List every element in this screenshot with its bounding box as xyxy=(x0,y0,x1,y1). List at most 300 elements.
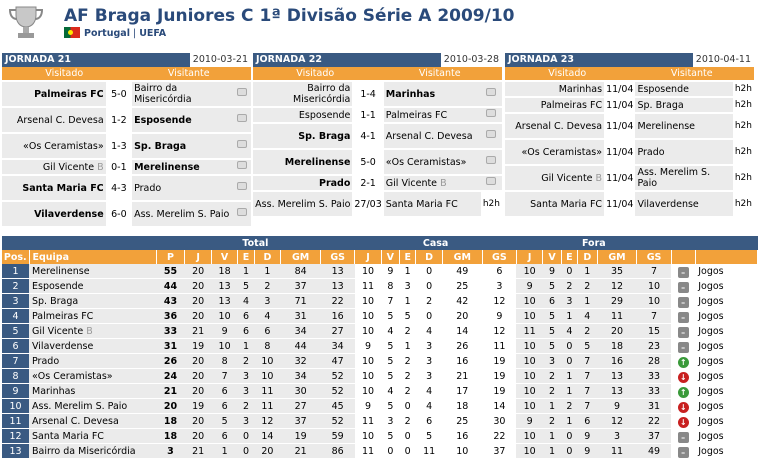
team-name[interactable]: «Os Ceramistas» xyxy=(384,150,481,174)
match-score[interactable]: 4-1 xyxy=(352,124,383,148)
stat-cell: 19 xyxy=(482,354,516,369)
column-header-19: GM xyxy=(597,250,637,264)
home-header: Casa xyxy=(355,236,517,250)
stat-cell: 3 xyxy=(416,339,442,354)
match-score[interactable]: 27/03 xyxy=(352,192,383,216)
stat-cell: 13 xyxy=(597,369,637,384)
team-name[interactable]: Arsenal C. Devesa xyxy=(29,414,156,429)
stat-cell: 36 xyxy=(156,309,185,324)
team-name[interactable]: Merelinense xyxy=(29,264,156,279)
stat-cell: 21 xyxy=(442,369,482,384)
match-row[interactable] xyxy=(505,192,754,216)
match-score[interactable]: 1-2 xyxy=(106,108,132,132)
team-name[interactable]: «Os Ceramistas» xyxy=(29,369,156,384)
stat-cell: 1 xyxy=(561,309,577,324)
games-link[interactable]: Jogos xyxy=(695,339,757,354)
stat-cell: 7 xyxy=(637,309,671,324)
stat-cell: 21 xyxy=(156,384,185,399)
stat-cell: 0 xyxy=(561,264,577,279)
team-name[interactable]: Bairro da Misericórdia xyxy=(132,82,234,106)
stat-cell: 7 xyxy=(578,354,597,369)
stat-cell: 5 xyxy=(381,399,399,414)
stat-cell: 31 xyxy=(281,309,321,324)
table-row[interactable] xyxy=(2,279,758,294)
tv-icon[interactable] xyxy=(481,108,502,122)
country-link[interactable]: Portugal xyxy=(84,28,130,39)
position: 11 xyxy=(2,414,29,429)
team-name[interactable]: Prado xyxy=(29,354,156,369)
stat-cell: 2 xyxy=(400,384,416,399)
h2h-link[interactable]: h2h xyxy=(733,140,754,164)
match-row[interactable] xyxy=(253,108,502,122)
stat-cell: 5 xyxy=(381,339,399,354)
stat-cell: 1 xyxy=(238,264,254,279)
match-row[interactable] xyxy=(505,114,754,138)
team-name[interactable]: Esposende xyxy=(253,108,352,122)
column-header-18: D xyxy=(578,250,597,264)
stat-cell: 3 xyxy=(482,279,516,294)
match-score[interactable]: 2-1 xyxy=(352,176,383,190)
trend-same-icon: – xyxy=(678,447,689,458)
trend-same-icon: – xyxy=(678,432,689,443)
stat-cell: 2 xyxy=(400,369,416,384)
team-name[interactable]: Prado xyxy=(635,140,732,164)
stat-cell: 5 xyxy=(211,414,237,429)
stat-cell: 1 xyxy=(238,339,254,354)
position: 7 xyxy=(2,354,29,369)
team-name[interactable]: Prado xyxy=(253,176,352,190)
stat-cell: 10 xyxy=(516,294,542,309)
stat-cell: 2 xyxy=(561,399,577,414)
tv-icon[interactable] xyxy=(481,176,502,190)
trend-cell xyxy=(671,384,695,399)
team-name[interactable]: Sp. Braga xyxy=(132,134,234,158)
table-row[interactable] xyxy=(2,399,758,414)
stat-cell: 2 xyxy=(400,354,416,369)
tv-icon xyxy=(237,88,247,96)
stat-cell: 20 xyxy=(185,429,211,444)
tv-icon[interactable] xyxy=(234,176,251,200)
stat-cell: 2 xyxy=(578,279,597,294)
stat-cell: 49 xyxy=(442,264,482,279)
table-row[interactable] xyxy=(2,354,758,369)
team-name[interactable]: «Os Ceramistas» xyxy=(505,140,604,164)
stat-cell: 26 xyxy=(156,354,185,369)
round-header xyxy=(505,53,754,67)
team-name[interactable]: Palmeiras FC xyxy=(384,108,481,122)
trend-cell xyxy=(671,309,695,324)
stat-cell: 5 xyxy=(381,309,399,324)
games-link[interactable]: Jogos xyxy=(695,384,757,399)
table-row[interactable] xyxy=(2,369,758,384)
page-header xyxy=(0,0,759,44)
tv-icon[interactable] xyxy=(481,124,502,148)
stat-cell: 5 xyxy=(381,429,399,444)
games-link[interactable]: Jogos xyxy=(695,354,757,369)
match-list xyxy=(505,80,754,218)
team-name[interactable]: Gil Vicente B xyxy=(505,166,604,190)
stat-cell: 6 xyxy=(211,384,237,399)
team-name[interactable]: Gil Vicente B xyxy=(29,324,156,339)
match-row[interactable] xyxy=(505,140,754,164)
stat-cell: 20 xyxy=(156,399,185,414)
tv-icon xyxy=(486,177,496,185)
stat-cell: 13 xyxy=(211,279,237,294)
match-score[interactable]: 11/04 xyxy=(604,192,635,216)
stat-cell: 9 xyxy=(578,444,597,459)
stat-cell: 32 xyxy=(281,354,321,369)
column-header-17: E xyxy=(561,250,577,264)
stat-cell: 0 xyxy=(400,429,416,444)
stat-cell: 11 xyxy=(254,399,280,414)
match-score[interactable]: 5-0 xyxy=(106,82,132,106)
stat-cell: 14 xyxy=(254,429,280,444)
team-name[interactable]: Santa Maria FC xyxy=(2,176,106,200)
stat-cell: 19 xyxy=(185,399,211,414)
round-date: 2010-03-21 xyxy=(190,53,251,67)
stat-cell: 10 xyxy=(355,369,381,384)
stat-cell: 18 xyxy=(597,339,637,354)
match-score[interactable]: 11/04 xyxy=(604,140,635,164)
stat-cell: 11 xyxy=(254,384,280,399)
stat-cell: 5 xyxy=(543,279,561,294)
stat-cell: 52 xyxy=(321,369,355,384)
match-row[interactable] xyxy=(505,166,754,190)
stat-cell: 12 xyxy=(482,324,516,339)
team-name[interactable]: Arsenal C. Devesa xyxy=(384,124,481,148)
stat-cell: 12 xyxy=(597,414,637,429)
stat-cell: 2 xyxy=(543,384,561,399)
stat-cell: 47 xyxy=(321,354,355,369)
tv-icon[interactable] xyxy=(481,82,502,106)
stat-cell: 7 xyxy=(578,369,597,384)
competition-info: Portugal | UEFA xyxy=(64,27,166,39)
tv-icon xyxy=(486,156,496,164)
stat-cell: 6 xyxy=(254,324,280,339)
stat-cell: 20 xyxy=(185,294,211,309)
stat-cell: 11 xyxy=(516,324,542,339)
team-name[interactable]: Ass. Merelim S. Paio xyxy=(635,166,732,190)
stat-cell: 20 xyxy=(185,369,211,384)
match-row[interactable] xyxy=(2,202,251,226)
tv-icon[interactable] xyxy=(481,150,502,174)
column-headers xyxy=(2,67,251,80)
stat-cell: 9 xyxy=(211,324,237,339)
stat-cell: 2 xyxy=(238,354,254,369)
match-row[interactable] xyxy=(253,124,502,148)
tv-icon xyxy=(486,109,496,117)
team-name[interactable]: Bairro da Misericórdia xyxy=(253,82,352,106)
round-panel xyxy=(505,53,754,218)
stat-cell: 11 xyxy=(355,279,381,294)
match-row[interactable] xyxy=(253,176,502,190)
stat-cell: 10 xyxy=(516,309,542,324)
games-link[interactable]: Jogos xyxy=(695,414,757,429)
table-row[interactable] xyxy=(2,429,758,444)
stat-cell: 20 xyxy=(185,264,211,279)
trend-cell xyxy=(671,339,695,354)
page-title: AF Braga Juniores C 1ª Divisão Série A 2009/10 xyxy=(64,6,515,26)
match-row[interactable] xyxy=(2,176,251,200)
stat-cell: 16 xyxy=(597,354,637,369)
match-row[interactable] xyxy=(2,160,251,174)
games-link[interactable]: Jogos xyxy=(695,399,757,414)
team-name[interactable]: Sp. Braga xyxy=(29,294,156,309)
team-name[interactable]: Esposende xyxy=(29,279,156,294)
stat-cell: 13 xyxy=(211,294,237,309)
table-row[interactable] xyxy=(2,324,758,339)
stat-cell: 18 xyxy=(211,264,237,279)
stat-cell: 31 xyxy=(637,399,671,414)
stat-cell: 11 xyxy=(355,414,381,429)
stat-cell: 19 xyxy=(482,384,516,399)
match-row[interactable] xyxy=(253,150,502,174)
match-row[interactable] xyxy=(253,82,502,106)
match-score[interactable]: 1-1 xyxy=(352,108,383,122)
table-row[interactable] xyxy=(2,384,758,399)
team-name[interactable]: Merelinense xyxy=(253,150,352,174)
stat-cell: 10 xyxy=(355,354,381,369)
position: 10 xyxy=(2,399,29,414)
tv-icon xyxy=(486,130,496,138)
team-name[interactable]: Esposende xyxy=(635,82,732,96)
match-score[interactable]: 11/04 xyxy=(606,83,634,95)
stat-cell: 6 xyxy=(238,324,254,339)
tv-icon[interactable] xyxy=(234,108,251,132)
team-name[interactable]: Gil Vicente B xyxy=(2,160,106,174)
match-score[interactable]: 11/04 xyxy=(604,114,635,138)
h2h-link[interactable]: h2h xyxy=(733,192,754,216)
team-name[interactable]: Merelinense xyxy=(132,160,234,174)
stat-cell: 34 xyxy=(281,369,321,384)
match-row[interactable] xyxy=(2,108,251,132)
match-score[interactable]: 5-0 xyxy=(352,150,383,174)
team-name[interactable]: Gil Vicente B xyxy=(384,176,481,190)
games-link[interactable]: Jogos xyxy=(695,444,757,459)
team-name[interactable]: Ass. Merelim S. Paio xyxy=(29,399,156,414)
position: 13 xyxy=(2,444,29,459)
match-score[interactable]: 6-0 xyxy=(106,202,132,226)
stat-cell: 26 xyxy=(442,339,482,354)
team-name[interactable]: Ass. Merelim S. Paio xyxy=(253,192,352,216)
column-header-6: D xyxy=(254,250,280,264)
stat-cell: 8 xyxy=(254,339,280,354)
stat-cell: 18 xyxy=(442,399,482,414)
team-name[interactable]: Prado xyxy=(132,176,234,200)
column-header-9: J xyxy=(355,250,381,264)
games-link[interactable]: Jogos xyxy=(695,324,757,339)
column-header-1: Equipa xyxy=(29,250,156,264)
trend-down-icon: ↓ xyxy=(678,372,689,383)
uefa-link[interactable]: UEFA xyxy=(139,28,167,39)
stat-cell: 6 xyxy=(578,414,597,429)
stat-cell: 3 xyxy=(416,369,442,384)
stat-cell: 10 xyxy=(516,429,542,444)
stat-cell: 5 xyxy=(578,339,597,354)
stat-cell: 8 xyxy=(381,279,399,294)
team-name[interactable]: Sp. Braga xyxy=(253,124,352,148)
match-row[interactable] xyxy=(2,134,251,158)
team-name[interactable]: Bairro da Misericórdia xyxy=(29,444,156,459)
stat-cell: 6 xyxy=(482,264,516,279)
stat-cell: 1 xyxy=(543,429,561,444)
h2h-link[interactable]: h2h xyxy=(733,166,754,190)
stat-cell: 25 xyxy=(442,279,482,294)
team-name[interactable]: Santa Maria FC xyxy=(29,429,156,444)
games-link[interactable]: Jogos xyxy=(695,279,757,294)
column-header-20: GS xyxy=(637,250,671,264)
stat-cell: 22 xyxy=(637,414,671,429)
match-row[interactable] xyxy=(253,192,502,216)
stat-cell: 0 xyxy=(238,444,254,459)
team-name[interactable]: Vilaverdense xyxy=(2,202,106,226)
stat-cell: 9 xyxy=(482,309,516,324)
team-name[interactable]: Ass. Merelim S. Paio xyxy=(132,202,234,226)
trend-cell xyxy=(671,354,695,369)
team-name[interactable]: Merelinense xyxy=(635,114,732,138)
stat-cell: 12 xyxy=(482,294,516,309)
team-name[interactable]: Sp. Braga xyxy=(635,98,732,112)
team-name[interactable]: Arsenal C. Devesa xyxy=(505,114,604,138)
stat-cell: 52 xyxy=(321,384,355,399)
trend-same-icon: – xyxy=(678,297,689,308)
stat-cell: 7 xyxy=(578,399,597,414)
position: 12 xyxy=(2,429,29,444)
stat-cell: 27 xyxy=(281,399,321,414)
stat-cell: 10 xyxy=(211,309,237,324)
table-row[interactable] xyxy=(2,264,758,279)
h2h-link[interactable]: h2h xyxy=(733,98,754,112)
team-name[interactable]: Esposende xyxy=(132,108,234,132)
tv-icon[interactable] xyxy=(234,202,251,226)
table-row[interactable] xyxy=(2,339,758,354)
stat-cell: 28 xyxy=(637,354,671,369)
stat-cell: 30 xyxy=(482,414,516,429)
team-name[interactable]: Santa Maria FC xyxy=(505,192,604,216)
stat-cell: 31 xyxy=(156,339,185,354)
stat-cell: 3 xyxy=(416,354,442,369)
stat-cell: 33 xyxy=(637,369,671,384)
h2h-link[interactable]: h2h xyxy=(481,192,502,216)
column-header-2: P xyxy=(156,250,185,264)
team-name[interactable]: Palmeiras FC xyxy=(29,309,156,324)
stat-cell: 18 xyxy=(156,429,185,444)
stat-cell: 0 xyxy=(416,279,442,294)
trophy-icon xyxy=(6,4,46,40)
stat-cell: 42 xyxy=(442,294,482,309)
stat-cell: 34 xyxy=(321,339,355,354)
stat-cell: 8 xyxy=(211,354,237,369)
position: 1 xyxy=(2,264,29,279)
table-row[interactable] xyxy=(2,309,758,324)
column-header-10: V xyxy=(381,250,399,264)
team-name[interactable]: Arsenal C. Devesa xyxy=(2,108,106,132)
b-team-marker: B xyxy=(595,172,603,184)
stat-cell: 4 xyxy=(381,324,399,339)
stat-cell: 16 xyxy=(442,354,482,369)
games-link[interactable]: Jogos xyxy=(695,294,757,309)
stat-cell: 0 xyxy=(561,444,577,459)
match-row[interactable] xyxy=(2,82,251,106)
column-header-16: V xyxy=(543,250,561,264)
stat-cell: 30 xyxy=(281,384,321,399)
table-row[interactable] xyxy=(2,444,758,459)
games-link[interactable]: Jogos xyxy=(695,369,757,384)
team-name[interactable]: Vilaverdense xyxy=(635,192,732,216)
total-header: Total xyxy=(156,236,355,250)
stat-cell: 10 xyxy=(355,324,381,339)
games-link[interactable]: Jogos xyxy=(695,264,757,279)
match-row[interactable] xyxy=(505,82,754,96)
team-name[interactable]: Palmeiras FC xyxy=(2,82,106,106)
round-name: JORNADA 22 xyxy=(256,54,322,65)
stat-cell: 10 xyxy=(254,354,280,369)
tv-icon[interactable] xyxy=(234,82,251,106)
h2h-link[interactable]: h2h xyxy=(733,114,754,138)
stat-cell: 9 xyxy=(355,399,381,414)
stat-cell: 4 xyxy=(416,399,442,414)
match-score[interactable]: 4-3 xyxy=(106,176,132,200)
table-row[interactable] xyxy=(2,414,758,429)
match-score[interactable]: 11/04 xyxy=(604,166,635,190)
team-name[interactable]: Marinhas xyxy=(505,82,604,96)
stat-cell: 2 xyxy=(561,279,577,294)
stat-cell: 3 xyxy=(597,429,637,444)
stat-cell: 5 xyxy=(381,354,399,369)
stat-cell: 1 xyxy=(578,294,597,309)
stat-cell: 2 xyxy=(416,294,442,309)
stat-cell: 1 xyxy=(578,264,597,279)
column-header-15: J xyxy=(516,250,542,264)
h2h-link[interactable]: h2h xyxy=(733,82,754,96)
stat-cell: 0 xyxy=(416,264,442,279)
table-row[interactable] xyxy=(2,294,758,309)
stat-cell: 6 xyxy=(238,309,254,324)
stat-cell: 10 xyxy=(254,369,280,384)
stat-cell: 19 xyxy=(482,369,516,384)
stat-cell: 9 xyxy=(543,264,561,279)
stat-cell: 10 xyxy=(211,339,237,354)
home-column-label: Visitado xyxy=(296,68,335,79)
away-column-label: Visitante xyxy=(418,68,461,79)
match-score[interactable]: 0-1 xyxy=(106,160,132,174)
match-row[interactable] xyxy=(505,98,754,112)
round-panel xyxy=(253,53,502,218)
games-link[interactable]: Jogos xyxy=(695,309,757,324)
stat-cell: 10 xyxy=(516,444,542,459)
stat-cell: 5 xyxy=(543,339,561,354)
match-score[interactable]: 1-4 xyxy=(352,82,383,106)
match-score[interactable]: 11/04 xyxy=(606,99,634,111)
games-link[interactable]: Jogos xyxy=(695,429,757,444)
tv-icon[interactable] xyxy=(234,134,251,158)
team-name[interactable]: Santa Maria FC xyxy=(384,192,481,216)
team-name[interactable]: Vilaverdense xyxy=(29,339,156,354)
team-name[interactable]: Palmeiras FC xyxy=(505,98,604,112)
team-name[interactable]: «Os Ceramistas» xyxy=(2,134,106,158)
stat-cell: 1 xyxy=(211,444,237,459)
home-column-label: Visitado xyxy=(548,68,587,79)
stat-cell: 16 xyxy=(442,429,482,444)
column-header-3: J xyxy=(185,250,211,264)
team-name[interactable]: Marinhas xyxy=(384,82,481,106)
stat-cell: 37 xyxy=(637,429,671,444)
team-name[interactable]: Marinhas xyxy=(29,384,156,399)
stat-cell: 2 xyxy=(543,369,561,384)
trend-up-icon: ↑ xyxy=(678,387,689,398)
match-score[interactable]: 1-3 xyxy=(106,134,132,158)
tv-icon[interactable] xyxy=(234,160,251,174)
